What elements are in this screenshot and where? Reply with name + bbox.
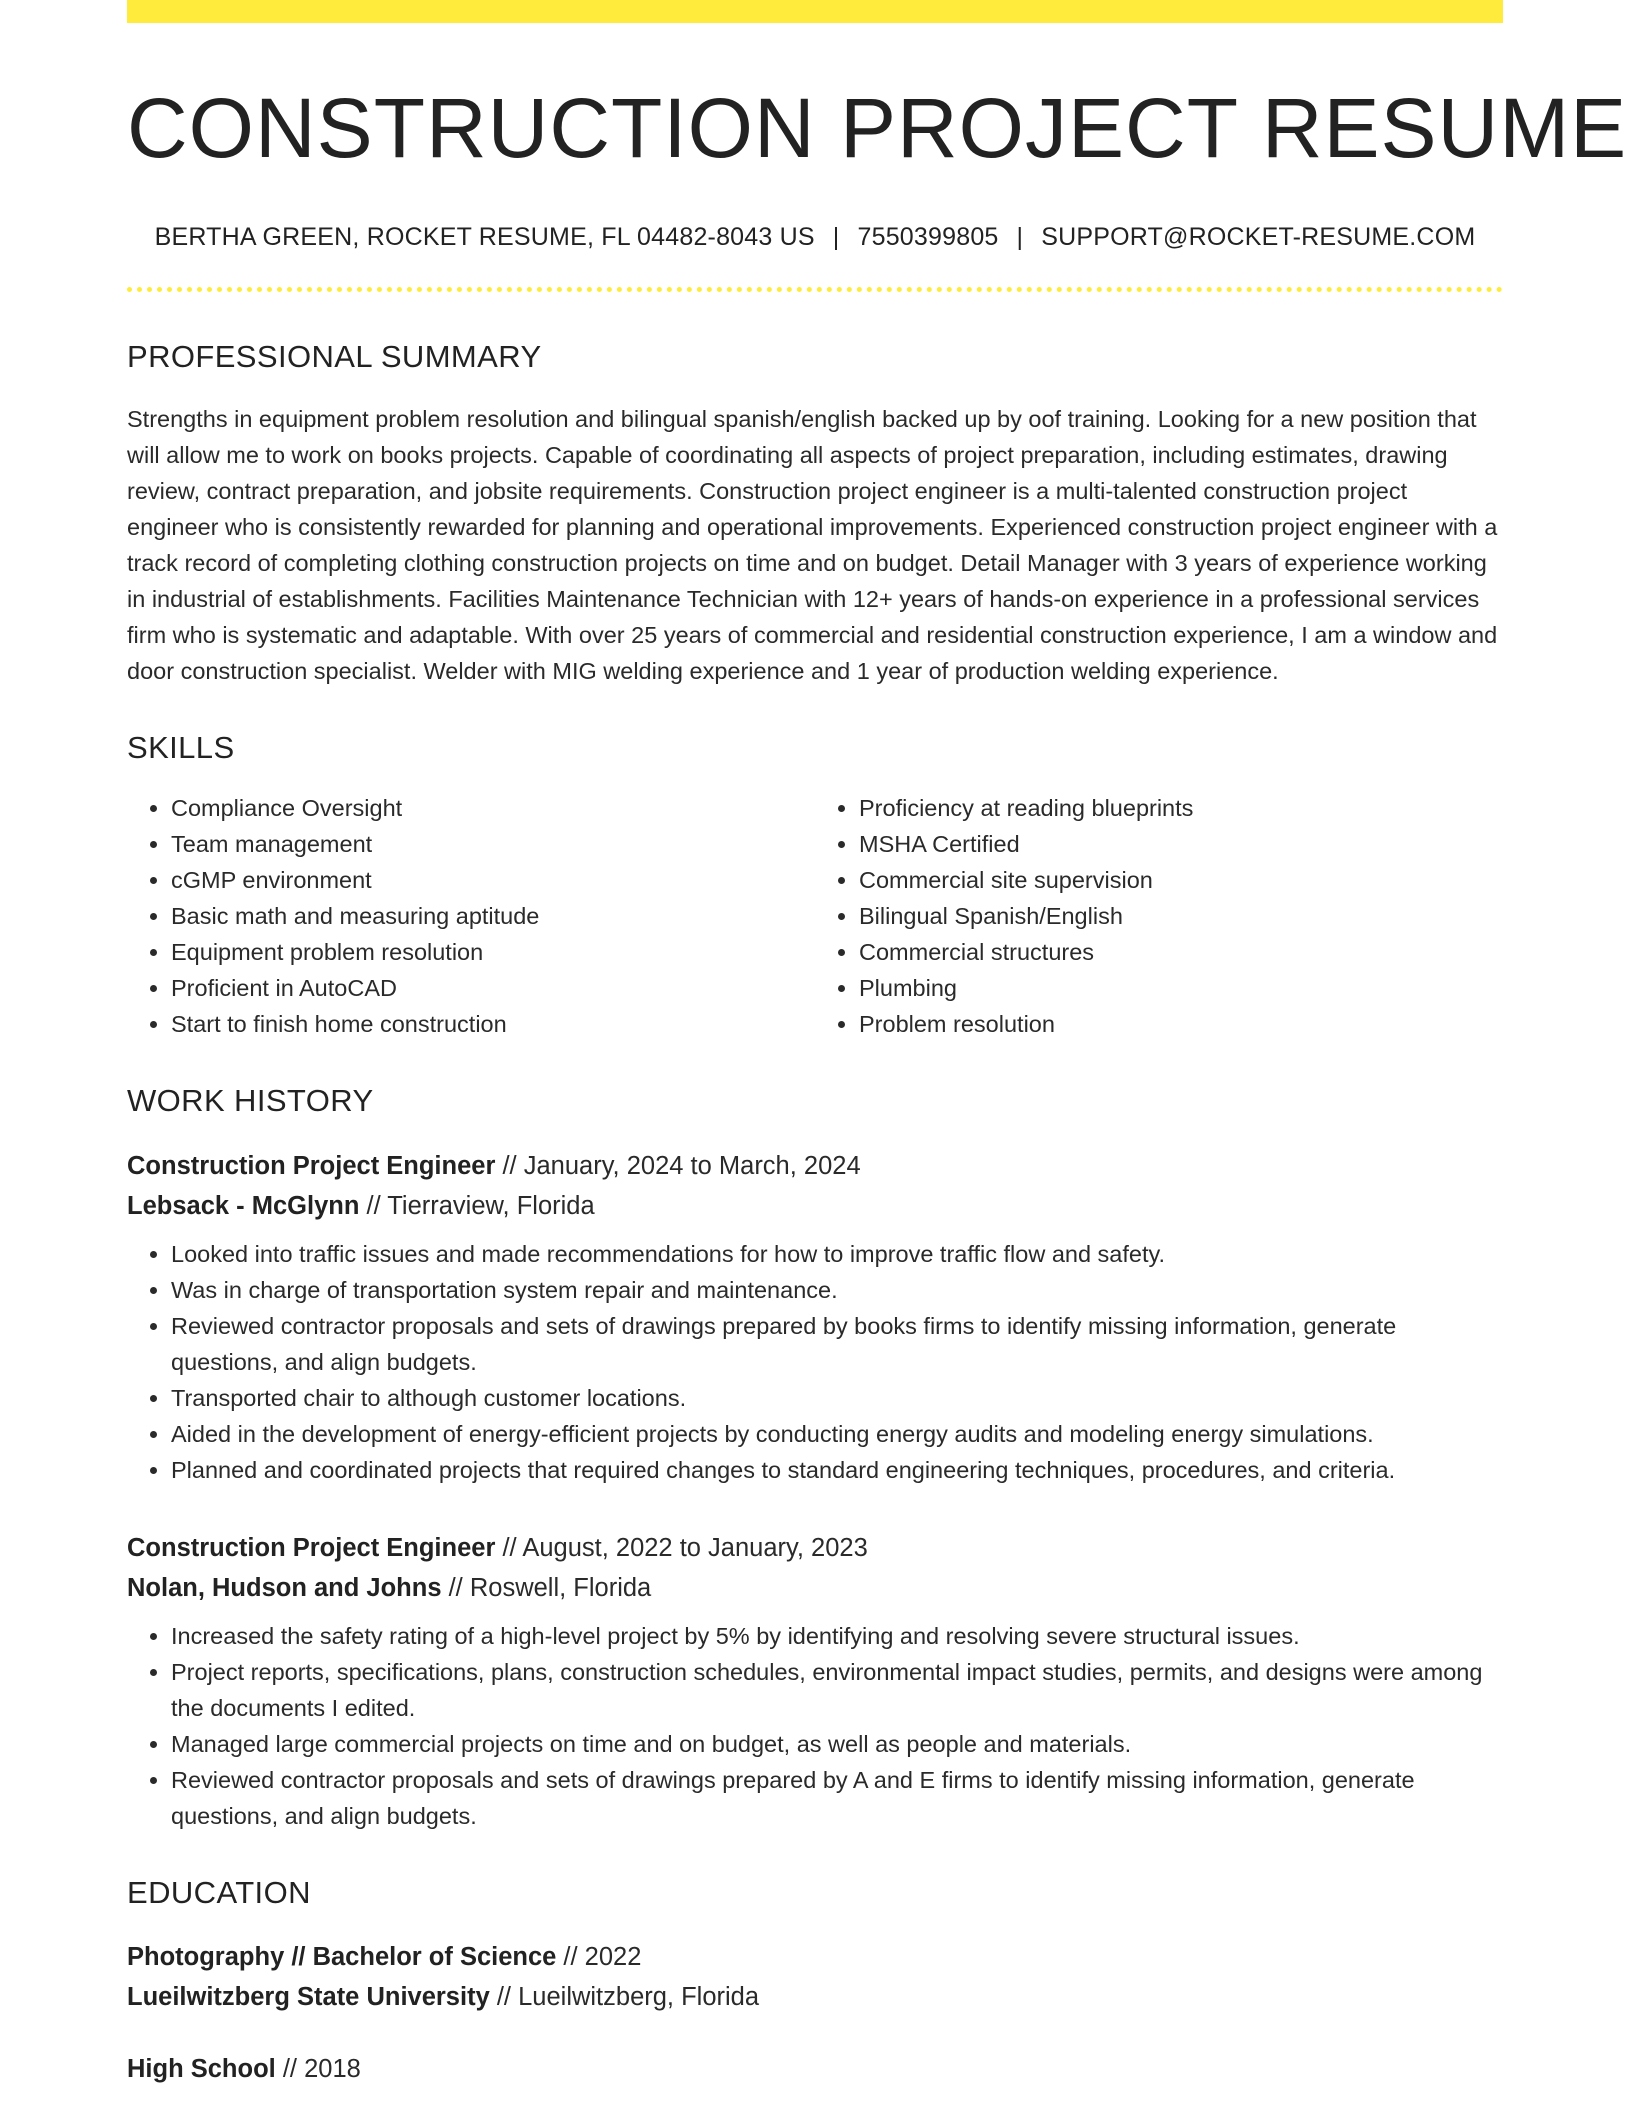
job-bullet: • Looked into traffic issues and made recommendations for how to improve traffic flow and safety. [171,1236,1503,1272]
job-company: Nolan, Hudson and Johns [127,1573,442,1602]
job-bullet: • Managed large commercial projects on time and on budget, as well as people and materials. [171,1726,1503,1762]
job-entry [127,1146,1503,1488]
skills-list [127,790,1503,1042]
education-degree: High School [127,2054,276,2083]
job-company-line [127,1568,1503,1608]
education-school-line [127,1977,1503,2017]
skills-column-right [815,790,1503,1042]
job-entry [127,1528,1503,1834]
skill-item: • Compliance Oversight [171,790,815,826]
education-degree: Photography // Bachelor of Science [127,1942,557,1971]
skill-item: • Proficiency at reading blueprints [859,790,1503,826]
education-degree-line [127,1937,1503,1977]
contact-line [127,223,1503,252]
skill-item: • Start to finish home construction [171,1006,815,1042]
education-location: // Lueilwitzberg, Florida [489,1982,760,2011]
job-title: Construction Project Engineer [127,1151,496,1180]
skill-item: • Team management [171,826,815,862]
contact-email: SUPPORT@ROCKET-RESUME.COM [1041,223,1476,252]
job-bullet: • Planned and coordinated projects that required changes to standard engineering techniques, procedures, and criteria. [171,1452,1503,1488]
skill-item: • Problem resolution [859,1006,1503,1042]
skills-heading: SKILLS [127,730,235,766]
job-bullet: • Reviewed contractor proposals and sets of drawings prepared by A and E firms to identify missing information, generate questions, and align budgets. [171,1762,1503,1834]
job-dates: // August, 2022 to January, 2023 [495,1533,868,1562]
resume-page [127,0,1628,2089]
contact-phone: 7550399805 [857,223,999,252]
resume-title: CONSTRUCTION PROJECT RESUME [127,81,1628,175]
job-company: Lebsack - McGlynn [127,1191,360,1220]
education-year: // 2022 [556,1942,642,1971]
skill-item: • Plumbing [859,970,1503,1006]
skill-item: • Commercial site supervision [859,862,1503,898]
education-year: // 2018 [275,2054,361,2083]
job-bullet: • Increased the safety rating of a high-level project by 5% by identifying and resolving severe structural issues. [171,1618,1503,1654]
job-bullet: • Transported chair to although customer locations. [171,1380,1503,1416]
job-bullet: • Aided in the development of energy-efficient projects by conducting energy audits and modeling energy simulations. [171,1416,1503,1452]
education-heading: EDUCATION [127,1874,311,1910]
dotted-divider [127,287,1503,292]
job-title-line [127,1146,1503,1186]
job-company-line [127,1186,1503,1226]
job-location: // Tierraview, Florida [359,1191,595,1220]
job-bullets [127,1236,1503,1488]
skill-item: • Bilingual Spanish/English [859,898,1503,934]
job-bullet: • Reviewed contractor proposals and sets of drawings prepared by books firms to identify missing information, generate questions, and align budgets. [171,1308,1503,1380]
job-dates: // January, 2024 to March, 2024 [495,1151,861,1180]
summary-text: Strengths in equipment problem resolution and bilingual spanish/english backed up by oof training. Looking for a new position that will allow me to work on books projects. Capable of coordinating all aspects of project preparation, including estimates, drawing review, contract preparation, and jobsite requirements. Construction project engineer is a multi-talented construction project engineer who is consistently rewarded for planning and operational improvements. Experienced construction project engineer with a track record of completing clothing construction projects on time and on budget. Detail Manager with 3 years of experience working in industrial of establishments. Facilities Maintenance Technician with 12+ years of hands-on experience in a professional services firm who is systematic and adaptable. With over 25 years of commercial and residential construction experience, I am a window and door construction specialist. Welder with MIG welding experience and 1 year of production welding experience. [127,406,1498,685]
skill-item: • cGMP environment [171,862,815,898]
work-history-heading: WORK HISTORY [127,1083,374,1119]
job-bullet: • Project reports, specifications, plans, construction schedules, environmental impact studies, permits, and designs were among the documents I edited. [171,1654,1503,1726]
contact-separator: | [1016,223,1024,252]
contact-separator: | [832,223,840,252]
job-bullet: • Was in charge of transportation system repair and maintenance. [171,1272,1503,1308]
skills-column-left [127,790,815,1042]
contact-address: BERTHA GREEN, ROCKET RESUME, FL 04482-8043 US [154,223,815,252]
skill-item: • MSHA Certified [859,826,1503,862]
education-degree-line [127,2049,1503,2089]
skill-item: • Commercial structures [859,934,1503,970]
accent-top-bar [127,0,1503,23]
education-entry [127,1937,1503,2017]
summary-heading: PROFESSIONAL SUMMARY [127,339,542,375]
education-entry [127,2049,1503,2089]
job-bullets [127,1618,1503,1834]
skill-item: • Proficient in AutoCAD [171,970,815,1006]
skill-item: • Equipment problem resolution [171,934,815,970]
education-school: Lueilwitzberg State University [127,1982,490,2011]
job-title: Construction Project Engineer [127,1533,496,1562]
job-location: // Roswell, Florida [441,1573,652,1602]
job-title-line [127,1528,1503,1568]
skill-item: • Basic math and measuring aptitude [171,898,815,934]
